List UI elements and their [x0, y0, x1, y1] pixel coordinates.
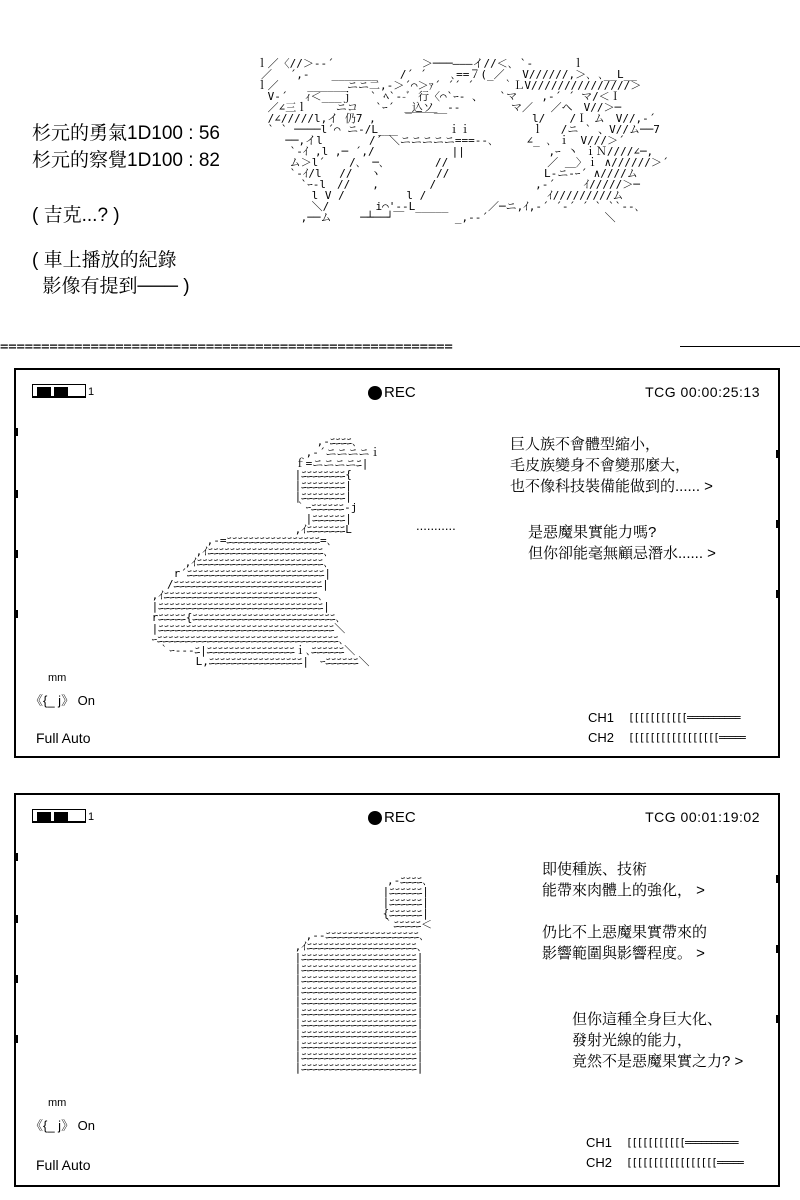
audio-channel-2: [588, 730, 745, 745]
audio-channel-1: [588, 710, 740, 725]
rec-dot-icon: [368, 386, 382, 400]
thought-zeke: ( 吉克...? ): [32, 205, 120, 226]
frame-tick: [16, 1035, 18, 1043]
frame-tick: [776, 450, 778, 458]
separator: [0, 340, 800, 354]
frame-tick: [16, 853, 18, 861]
rec-label: REC: [384, 809, 416, 826]
mode-label: Full Auto: [36, 1157, 91, 1173]
ch2-meter: [[[[[[[[[[[[[[[[[=====: [628, 731, 746, 744]
courage-roll-text: 杉元的勇氣1D100 : 56: [32, 123, 220, 144]
timecode: TCG 00:01:19:02: [645, 809, 760, 825]
battery-indicator: [32, 809, 94, 823]
battery-indicator: [32, 384, 94, 398]
rec-indicator: [368, 384, 416, 401]
ellipsis: ...........: [416, 518, 456, 533]
dialogue-block-1: 巨人族不會體型縮小， 毛皮族變身不會變那麼大， 也不像科技裝備能做到的...... >: [510, 436, 713, 495]
stabilizer-status: 《{_ j》 On: [30, 1118, 96, 1133]
ch1-label: CH1: [588, 710, 615, 725]
ascii-art-figure-1: ,-ﾆﾆﾆﾆ､ ,-´ニニニニｉ ｆ=ニニニニﾆ| |ﾆﾆﾆﾆﾆﾆﾆﾆ{ |ﾆﾆﾆﾆﾆﾆﾆﾆ| |ﾆﾆﾆﾆﾆﾆﾆﾆ| ｀ｰﾆﾆﾆﾆﾆﾆ‐j |ﾆﾆﾆﾆﾆﾆ| ,ｲﾆﾆﾆﾆﾆﾆﾆL ,-=ﾆﾆﾆﾆﾆﾆﾆﾆﾆﾆﾆﾆﾆﾆﾆﾆﾆ=､ ,ｲﾆﾆﾆﾆﾆﾆﾆﾆﾆﾆﾆﾆﾆﾆﾆﾆﾆﾆﾆﾆﾆ､ ,ｲﾆﾆﾆﾆﾆﾆﾆﾆﾆﾆﾆﾆﾆﾆﾆﾆﾆﾆﾆﾆﾆﾆﾆ､ r´ﾆﾆﾆﾆﾆﾆﾆﾆﾆﾆﾆﾆﾆﾆﾆﾆﾆﾆﾆﾆﾆﾆﾆﾆﾆ| /ﾆﾆﾆﾆﾆﾆﾆﾆﾆﾆﾆﾆﾆﾆﾆﾆﾆﾆﾆﾆﾆﾆﾆﾆﾆﾆﾆ| ,ｲﾆﾆﾆﾆﾆﾆﾆﾆﾆﾆﾆﾆﾆﾆﾆﾆﾆﾆﾆﾆﾆﾆﾆﾆﾆﾆﾆﾆ､ |ﾆﾆﾆﾆﾆﾆﾆﾆﾆﾆﾆﾆﾆﾆﾆﾆﾆﾆﾆﾆﾆﾆﾆﾆﾆﾆﾆﾆﾆﾆ| rﾆﾆﾆﾆﾆ{ﾆﾆﾆﾆﾆﾆﾆﾆﾆﾆﾆﾆﾆﾆﾆﾆﾆﾆﾆﾆﾆﾆﾆﾆﾆﾆ､ |ﾆﾆﾆﾆﾆﾆﾆﾆﾆﾆﾆﾆﾆﾆﾆﾆﾆﾆﾆﾆﾆﾆﾆﾆﾆﾆﾆﾆﾆﾆﾆﾆ＼ ｰﾆﾆﾆﾆﾆﾆﾆﾆﾆﾆﾆﾆﾆﾆﾆﾆﾆﾆﾆﾆﾆﾆﾆﾆﾆﾆﾆﾆﾆﾆﾆﾆﾆ､ ｀ｰ-‐-ﾆ|ﾆﾆﾆﾆﾆﾆﾆﾆﾆﾆﾆﾆﾆﾆﾆﾆｉ､ﾆﾆﾆﾆﾆﾆ＼ L,ﾆﾆﾆﾆﾆﾆﾆﾆﾆﾆﾆﾆﾆﾆﾆﾆﾆ| ｰﾆﾆﾆﾆﾆﾆ＼: [151, 435, 381, 668]
dialogue-block-1: 即使種族、技術 能帶來肉體上的強化， > 仍比不上惡魔果實帶來的 影響範圍與影響程度。 >: [542, 861, 708, 962]
audio-channel-1: [586, 1135, 738, 1150]
frame-tick: [16, 610, 18, 618]
frame-tick: [776, 520, 778, 528]
ascii-art-figure-2: ,-ﾆﾆﾆﾆ､ |ﾆﾆﾆﾆﾆﾆ| |ﾆﾆﾆﾆﾆﾆ| {ﾆﾆﾆﾆﾆﾆ| ｀ﾆﾆﾆﾆﾆ＜ ,-‐ﾆﾆﾆﾆﾆﾆﾆﾆﾆﾆﾆﾆﾆﾆﾆﾆﾆ､ ,ｲﾆﾆﾆﾆﾆﾆﾆﾆﾆﾆﾆﾆﾆﾆﾆﾆﾆﾆﾆﾆ､ |ﾆﾆﾆﾆﾆﾆﾆﾆﾆﾆﾆﾆﾆﾆﾆﾆﾆﾆﾆﾆﾆ| |ﾆﾆﾆﾆﾆﾆﾆﾆﾆﾆﾆﾆﾆﾆﾆﾆﾆﾆﾆﾆﾆ| |ﾆﾆﾆﾆﾆﾆﾆﾆﾆﾆﾆﾆﾆﾆﾆﾆﾆﾆﾆﾆﾆ| |ﾆﾆﾆﾆﾆﾆﾆﾆﾆﾆﾆﾆﾆﾆﾆﾆﾆﾆﾆﾆﾆ| |ﾆﾆﾆﾆﾆﾆﾆﾆﾆﾆﾆﾆﾆﾆﾆﾆﾆﾆﾆﾆﾆ| |ﾆﾆﾆﾆﾆﾆﾆﾆﾆﾆﾆﾆﾆﾆﾆﾆﾆﾆﾆﾆﾆ| |ﾆﾆﾆﾆﾆﾆﾆﾆﾆﾆﾆﾆﾆﾆﾆﾆﾆﾆﾆﾆﾆ| |ﾆﾆﾆﾆﾆﾆﾆﾆﾆﾆﾆﾆﾆﾆﾆﾆﾆﾆﾆﾆﾆ| |ﾆﾆﾆﾆﾆﾆﾆﾆﾆﾆﾆﾆﾆﾆﾆﾆﾆﾆﾆﾆﾆ| |ﾆﾆﾆﾆﾆﾆﾆﾆﾆﾆﾆﾆﾆﾆﾆﾆﾆﾆﾆﾆﾆ| |ﾆﾆﾆﾆﾆﾆﾆﾆﾆﾆﾆﾆﾆﾆﾆﾆﾆﾆﾆﾆﾆ|: [294, 874, 433, 1074]
frame-tick: [776, 1015, 778, 1023]
mm-label: mm: [48, 672, 67, 684]
thought-recording: ( 車上播放的紀錄 影像有提到─── ): [32, 250, 190, 297]
frame-tick: [16, 490, 18, 498]
timecode: TCG 00:00:25:13: [645, 384, 760, 400]
frame-tick: [776, 945, 778, 953]
frame-tick: [16, 915, 18, 923]
battery-icon: [32, 384, 86, 398]
camcorder-screen-1: [14, 368, 780, 758]
camcorder-screen-2: [14, 793, 780, 1187]
stabilizer-status: 《{_ j》 On: [30, 693, 96, 708]
battery-icon: [32, 809, 86, 823]
separator-equals: =======================================================: [0, 340, 453, 354]
frame-tick: [776, 590, 778, 598]
mode-label: Full Auto: [36, 730, 91, 746]
ch1-label: CH1: [586, 1135, 613, 1150]
dice-roll-results: [32, 120, 220, 174]
dialogue-block-2: 是惡魔果實能力嗎? 但你卻能毫無顧忌潛水...... >: [528, 524, 716, 562]
ch2-label: CH2: [588, 730, 615, 745]
frame-tick: [16, 975, 18, 983]
ch1-meter: [[[[[[[[[[[==========: [628, 711, 740, 724]
ascii-art-battle-scene: ｌ／〈//＞‐‐´ ＞───―――イ//＜､ `- ｌ ／ ´,- _______ /´ ´ ､==７(_／ V//////,＞､ ､__L__ ｌ／ ______ニニ二,-＞´⌒＞ｧ´ ´´ ´ ｀ＬV///////////////＞ V‐´ ｨ＜___ｊ ` ﾍ`--ﾞ 行〈⌒`ｰ- 、 `マ ,-´ ´ マ/＜Ｉ ／∠三ｌ ニコ `ｰ´ _込ソ__-- マ／ ／ヘ V//＞─ /∠/////l,イ 仍7 , ￣￣￣ l/ /Ｉ ム V//,-´ ` ` ────l´⌒ ニ-/L___ ｉｉ ｌ /ニ ` 、V//ム──7 ──,イl /´ ＼ニニニニニ===--､ ∠_ ､ ｉ V///＞´ `‐ｲ ,l ,─ ´,/ || ,ｰ 丶 ｉＮ////∠─, ム＞l´ /､ ─､ // ／ ＿〉ｉ ∧//////＞´ `‐ｲ/l // ヽ // L-ニ-ｰ´ ∧////ム `ｰ-l // , / ,-´ ｲ/////＞─ l V / l / ｲ/////////ム ＼/ i⌒'--L_____ ／─ニ,ｲ,-´ ´-´ ´ ` ``‐-､ ,──ム ─┴──┘￣ _,-‐´ ＼: [256, 57, 669, 224]
battery-number: 1: [88, 811, 95, 823]
ch2-meter: [[[[[[[[[[[[[[[[[=====: [626, 1156, 744, 1169]
mm-label: mm: [48, 1097, 67, 1109]
rec-indicator: [368, 809, 416, 826]
perception-roll-text: 杉元的察覺1D100 : 82: [32, 150, 220, 171]
ch1-meter: [[[[[[[[[[[==========: [626, 1136, 738, 1149]
battery-number: 1: [88, 386, 95, 398]
frame-tick: [776, 875, 778, 883]
separator-line: [680, 346, 800, 347]
ch2-label: CH2: [586, 1155, 613, 1170]
frame-tick: [16, 550, 18, 558]
frame-tick: [16, 428, 18, 436]
rec-label: REC: [384, 384, 416, 401]
dialogue-block-2: 但你這種全身巨大化、 發射光線的能力， 竟然不是惡魔果實之力? >: [572, 1011, 744, 1070]
rec-dot-icon: [368, 811, 382, 825]
audio-channel-2: [586, 1155, 743, 1170]
